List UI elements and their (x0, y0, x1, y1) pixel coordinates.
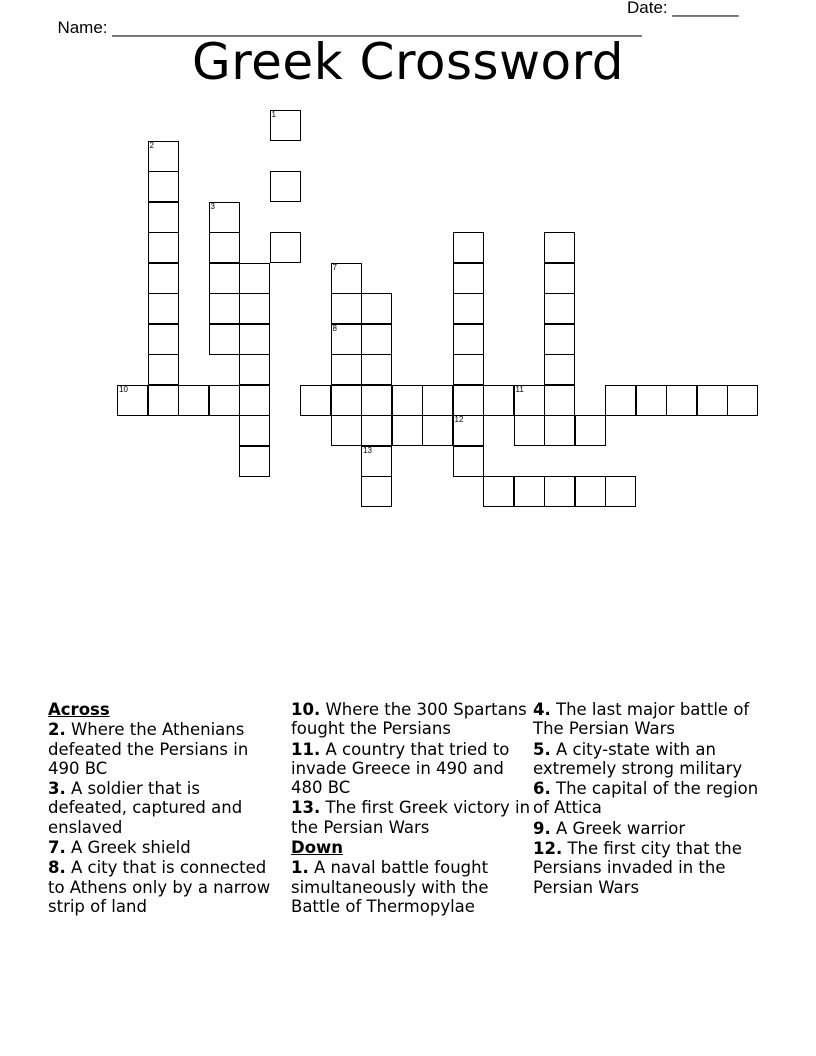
clue-number: 1 (271, 110, 276, 119)
clue-across-8: 8. A city that is connected to Athens only by a narrow strip of land (48, 858, 271, 916)
grid-cell[interactable] (666, 385, 697, 416)
grid-cell[interactable] (422, 385, 453, 416)
grid-cell[interactable] (453, 293, 484, 324)
grid-cell[interactable] (148, 202, 179, 233)
clue-down-1: 1. A naval battle fought simultaneously with the Battle of Thermopylae (291, 858, 489, 916)
grid-cell[interactable] (392, 415, 423, 446)
grid-cell[interactable] (270, 110, 301, 141)
grid-cell[interactable] (239, 415, 270, 446)
grid-cell[interactable] (209, 202, 240, 233)
grid-cell[interactable] (148, 293, 179, 324)
grid-cell[interactable] (544, 232, 575, 263)
clue-across-7: 7. A Greek shield (48, 838, 191, 858)
grid-cell[interactable] (209, 263, 240, 294)
grid-cell[interactable] (605, 476, 636, 507)
clue-number: 12 (454, 415, 464, 424)
clues-column-2 (291, 700, 531, 917)
grid-cell[interactable] (239, 263, 270, 294)
grid-cell[interactable] (331, 354, 362, 385)
grid-cell[interactable] (361, 354, 392, 385)
grid-cell[interactable] (483, 385, 514, 416)
grid-cell[interactable] (361, 293, 392, 324)
grid-cell[interactable] (148, 324, 179, 355)
grid-cell[interactable] (361, 446, 392, 477)
grid-cell[interactable] (209, 293, 240, 324)
grid-cell[interactable] (514, 415, 545, 446)
grid-cell[interactable] (514, 476, 545, 507)
grid-cell[interactable] (270, 232, 301, 263)
page-title: Greek Crossword (191, 33, 625, 91)
clue-across-11: 11. A country that tried to invade Greece in 490 and 480 BC (291, 739, 510, 798)
grid-cell[interactable] (544, 293, 575, 324)
clue-number: 11 (515, 384, 524, 394)
clue-across-10: 10. Where the 300 Spartans fought the Persians (291, 700, 527, 739)
grid-cell[interactable] (148, 232, 179, 263)
grid-cell[interactable] (544, 385, 575, 416)
grid-cell[interactable] (575, 476, 606, 507)
grid-cell[interactable] (331, 415, 362, 446)
clue-across-3: 3. A soldier that is defeated, captured and enslaved (48, 779, 243, 837)
grid-cell[interactable] (361, 415, 392, 446)
grid-cell[interactable] (270, 171, 301, 202)
grid-cell[interactable] (148, 263, 179, 294)
grid-cell[interactable] (392, 385, 423, 416)
grid-cell[interactable] (331, 293, 362, 324)
clues-column-1 (48, 700, 283, 917)
grid-cell[interactable] (575, 415, 606, 446)
grid-cell[interactable] (483, 476, 514, 507)
grid-cell[interactable] (544, 476, 575, 507)
across-heading: Across (48, 700, 110, 719)
clue-down-6: 6. The capital of the region of Attica (533, 779, 759, 818)
clue-number: 2 (149, 140, 154, 150)
grid-cell[interactable] (239, 293, 270, 324)
grid-cell[interactable] (361, 385, 392, 416)
grid-cell[interactable] (514, 385, 545, 416)
date-field[interactable]: Date: _______ (627, 0, 739, 17)
grid-cell[interactable] (178, 385, 209, 416)
clue-number: 10 (119, 384, 128, 394)
grid-cell[interactable] (361, 324, 392, 355)
grid-cell[interactable] (453, 232, 484, 263)
grid-cell[interactable] (544, 415, 575, 446)
grid-cell[interactable] (148, 171, 179, 202)
clues-column-3 (533, 700, 773, 898)
grid-cell[interactable] (331, 324, 362, 355)
grid-cell[interactable] (148, 385, 179, 416)
grid-cell[interactable] (239, 324, 270, 355)
clue-across-2: 2. Where the Athenians defeated the Persians in 490 BC (48, 720, 249, 778)
grid-cell[interactable] (422, 415, 453, 446)
grid-cell[interactable] (239, 446, 270, 477)
grid-cell[interactable] (453, 324, 484, 355)
grid-cell[interactable] (239, 385, 270, 416)
clue-down-5: 5. A city-state with an extremely strong military (533, 739, 743, 778)
grid-cell[interactable] (209, 324, 240, 355)
clue-down-9: 9. A Greek warrior (533, 818, 686, 838)
grid-cell[interactable] (209, 385, 240, 416)
down-heading: Down (291, 838, 344, 858)
grid-cell[interactable] (453, 415, 484, 446)
grid-cell[interactable] (544, 324, 575, 355)
grid-cell[interactable] (331, 263, 362, 294)
clue-across-13: 13. The first Greek victory in the Persian Wars (291, 798, 531, 837)
grid-cell[interactable] (300, 385, 331, 416)
grid-cell[interactable] (453, 263, 484, 294)
grid-cell[interactable] (636, 385, 667, 416)
grid-cell[interactable] (453, 354, 484, 385)
name-field[interactable]: Name: ________________________________________________________ (57, 18, 642, 37)
clue-down-12: 12. The first city that the Persians invaded in the Persian Wars (533, 839, 742, 897)
grid-cell[interactable] (148, 141, 179, 172)
grid-cell[interactable] (209, 232, 240, 263)
grid-cell[interactable] (331, 385, 362, 416)
clue-down-4: 4. The last major battle of The Persian Wars (533, 700, 750, 739)
grid-cell[interactable] (544, 354, 575, 385)
clue-number: 3 (210, 201, 215, 211)
grid-cell[interactable] (697, 385, 728, 416)
grid-cell[interactable] (148, 354, 179, 385)
grid-cell[interactable] (544, 263, 575, 294)
clue-number: 7 (332, 262, 337, 272)
grid-cell[interactable] (239, 354, 270, 385)
grid-cell[interactable] (605, 385, 636, 416)
grid-cell[interactable] (453, 446, 484, 477)
clue-number: 13 (363, 445, 372, 455)
grid-cell[interactable] (727, 385, 758, 416)
grid-cell[interactable] (117, 385, 148, 416)
grid-cell[interactable] (453, 385, 484, 416)
clue-number: 8 (332, 323, 337, 333)
grid-cell[interactable] (361, 476, 392, 507)
